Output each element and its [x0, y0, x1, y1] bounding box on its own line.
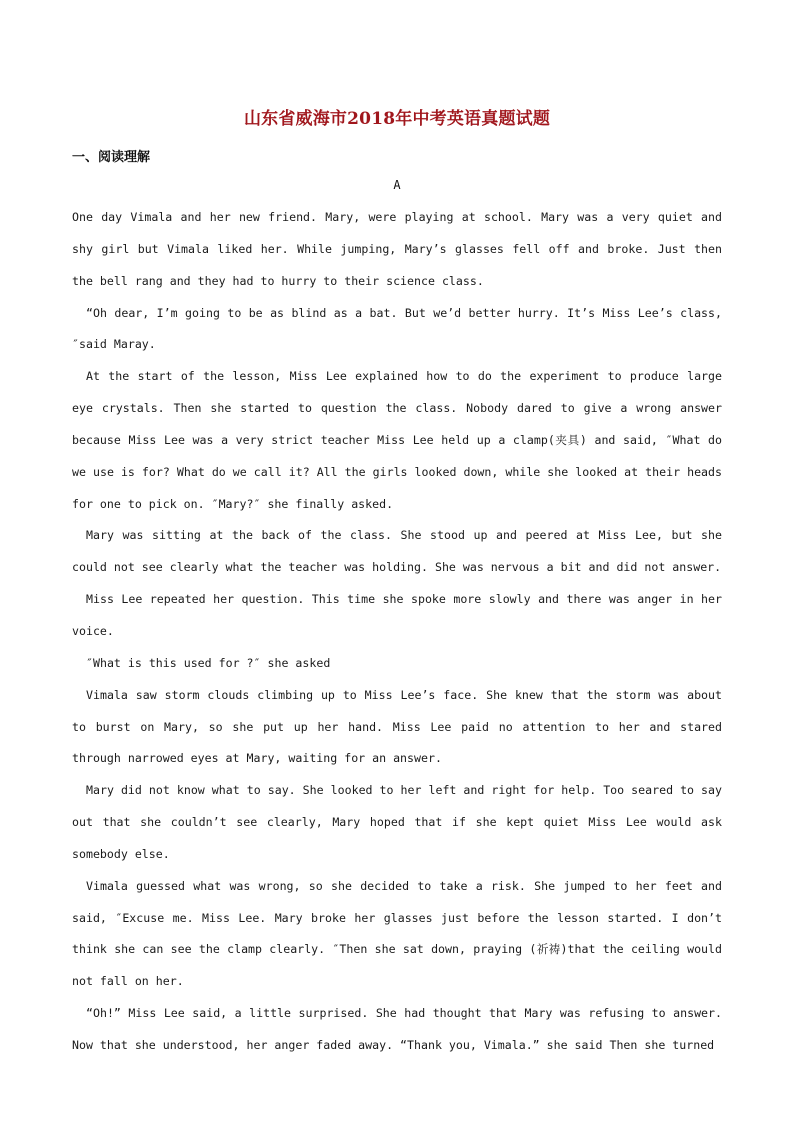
paragraph-3: At the start of the lesson, Miss Lee explained how to do the experiment to produce large eye crystals. Then she started to question the class. Nobody dared to give a wrong answer because Miss Lee was a very strict teacher Miss Lee held up a clamp(夹具) and said, ″What do we use is for? What do we call it? All the girls looked down, while she looked at their heads for one to pick on. ″Mary?″ she finally asked.: [72, 369, 722, 511]
passage-label: A: [393, 178, 401, 192]
paragraph-5: Miss Lee repeated her question. This time she spoke more slowly and there was anger in her voice.: [72, 592, 722, 638]
paragraph-9: Vimala guessed what was wrong, so she decided to take a risk. She jumped to her feet and said, ″Excuse me. Miss Lee. Mary broke her glasses just before the lesson started. I don’t think she can see the clamp clearly. ″Then she sat down, praying (祈祷)that the ceiling would not fall on her.: [72, 878, 722, 989]
document-title: 山东省威海市2018年中考英语真题试题: [243, 109, 551, 129]
paragraph-8: Mary did not know what to say. She looked to her left and right for help. Too seared to say out that she couldn’t see clearly, Mary hoped that if she kept quiet Miss Lee would ask somebody else.: [72, 783, 722, 861]
paragraph-6: ″What is this used for ?″ she asked: [86, 655, 331, 670]
paragraph-4: Mary was sitting at the back of the class. She stood up and peered at Miss Lee, but she could not see clearly what the teacher was holding. She was nervous a bit and did not answer.: [72, 528, 722, 575]
paragraph-10: “Oh!” Miss Lee said, a little surprised. She had thought that Mary was refusing to answer. Now that she understood, her anger faded away. “Thank you, Vimala.” she said Then she turned: [72, 1006, 722, 1052]
paragraph-2: “Oh dear, I’m going to be as blind as a bat. But we’d better hurry. It’s Miss Lee’s class, ″said Maray.: [72, 305, 722, 352]
passage-body: [72, 202, 722, 1062]
paragraph-1: One day Vimala and her new friend. Mary, were playing at school. Mary was a very quiet and shy girl but Vimala liked her. While jumping, Mary’s glasses fell off and broke. Just then the bell rang and they had to hurry to their science class.: [72, 210, 722, 288]
section-heading: 一、阅读理解: [72, 150, 151, 165]
paragraph-7: Vimala saw storm clouds climbing up to Miss Lee’s face. She knew that the storm was about to burst on Mary, so she put up her hand. Miss Lee paid no attention to her and stared through narrowed eyes at Mary, waiting for an answer.: [72, 687, 722, 766]
